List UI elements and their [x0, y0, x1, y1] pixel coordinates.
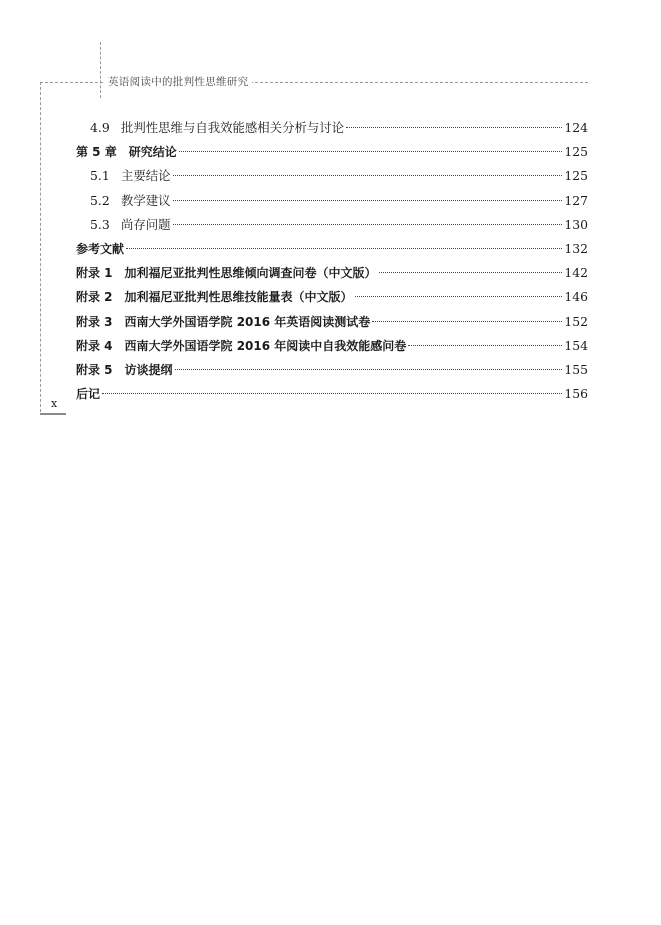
toc-entry-title: 加利福尼亚批判性思维技能量表（中文版） — [124, 290, 353, 305]
toc-entry-title: 研究结论 — [128, 145, 177, 160]
toc-leader-dots — [173, 200, 563, 201]
header-vertical-rule — [100, 42, 101, 98]
toc-entry-number: 附录 4 — [76, 338, 113, 353]
left-margin-rule — [40, 82, 41, 412]
toc-entry[interactable] — [76, 285, 588, 309]
toc-entry-page: 127 — [564, 192, 588, 208]
toc-leader-dots — [179, 151, 563, 152]
toc-entry-title: 西南大学外国语学院 2016 年英语阅读测试卷 — [124, 314, 371, 329]
toc-entry-title: 批判性思维与自我效能感相关分析与讨论 — [121, 120, 345, 135]
toc-entry-page: 142 — [564, 265, 588, 281]
toc-entry[interactable] — [76, 213, 588, 237]
toc-entry-page: 125 — [564, 168, 588, 184]
toc-entry-title: 加利福尼亚批判性思维倾向调查问卷（中文版） — [124, 266, 377, 281]
toc-entry-number: 第 5 章 — [76, 145, 117, 160]
toc-entry-number: 附录 2 — [76, 290, 113, 305]
toc-leader-dots — [173, 224, 563, 225]
toc-entry[interactable] — [76, 189, 588, 213]
toc-entry-number: 5.2 — [90, 192, 110, 208]
toc-entry-number: 附录 5 — [76, 362, 113, 377]
toc-entry-page: 132 — [564, 240, 588, 256]
toc-entry-title: 尚存问题 — [121, 216, 171, 232]
toc-entry-page: 125 — [564, 144, 588, 160]
toc-entry[interactable] — [76, 261, 588, 285]
toc-leader-dots — [379, 272, 563, 273]
toc-entry-page: 152 — [564, 313, 588, 329]
toc-entry[interactable] — [76, 334, 588, 358]
toc-entry-title: 参考文献 — [76, 241, 125, 256]
toc-entry[interactable] — [76, 237, 588, 261]
toc-leader-dots — [175, 369, 563, 370]
toc-entry-page: 155 — [564, 361, 588, 377]
toc-entry-page: 130 — [564, 216, 588, 232]
toc-leader-dots — [173, 175, 563, 176]
toc-entry-page: 154 — [564, 337, 588, 353]
toc-leader-dots — [346, 127, 562, 128]
page-number: x — [51, 397, 58, 410]
toc-entry-title: 教学建议 — [121, 192, 171, 208]
toc-entry[interactable] — [76, 310, 588, 334]
toc-leader-dots — [126, 248, 562, 249]
toc-entry[interactable] — [76, 382, 588, 406]
toc-entry-number: 4.9 — [90, 120, 110, 135]
running-header: 英语阅读中的批判性思维研究 — [104, 74, 252, 90]
toc-entry-title: 主要结论 — [121, 168, 171, 184]
toc-entry-number: 附录 3 — [76, 314, 113, 329]
toc-entry[interactable] — [76, 164, 588, 188]
toc-leader-dots — [408, 345, 562, 346]
toc-entry-title: 访谈提纲 — [124, 362, 173, 377]
toc-entry[interactable] — [76, 140, 588, 164]
toc-entry-page: 124 — [564, 120, 588, 135]
toc-entry-number: 5.3 — [90, 216, 110, 232]
toc-leader-dots — [355, 296, 563, 297]
toc-leader-dots — [102, 393, 562, 394]
toc-entry-title: 西南大学外国语学院 2016 年阅读中自我效能感问卷 — [124, 338, 407, 353]
toc-entry-number: 附录 1 — [76, 266, 113, 281]
toc-entry-page: 146 — [564, 289, 588, 305]
toc-entry-page: 156 — [564, 386, 588, 402]
toc-entry[interactable] — [76, 116, 588, 140]
toc-leader-dots — [372, 321, 562, 322]
table-of-contents — [76, 116, 588, 406]
page-number-rule — [40, 413, 66, 415]
toc-entry[interactable] — [76, 358, 588, 382]
toc-entry-title: 后记 — [76, 387, 101, 402]
toc-entry-number: 5.1 — [90, 168, 110, 184]
